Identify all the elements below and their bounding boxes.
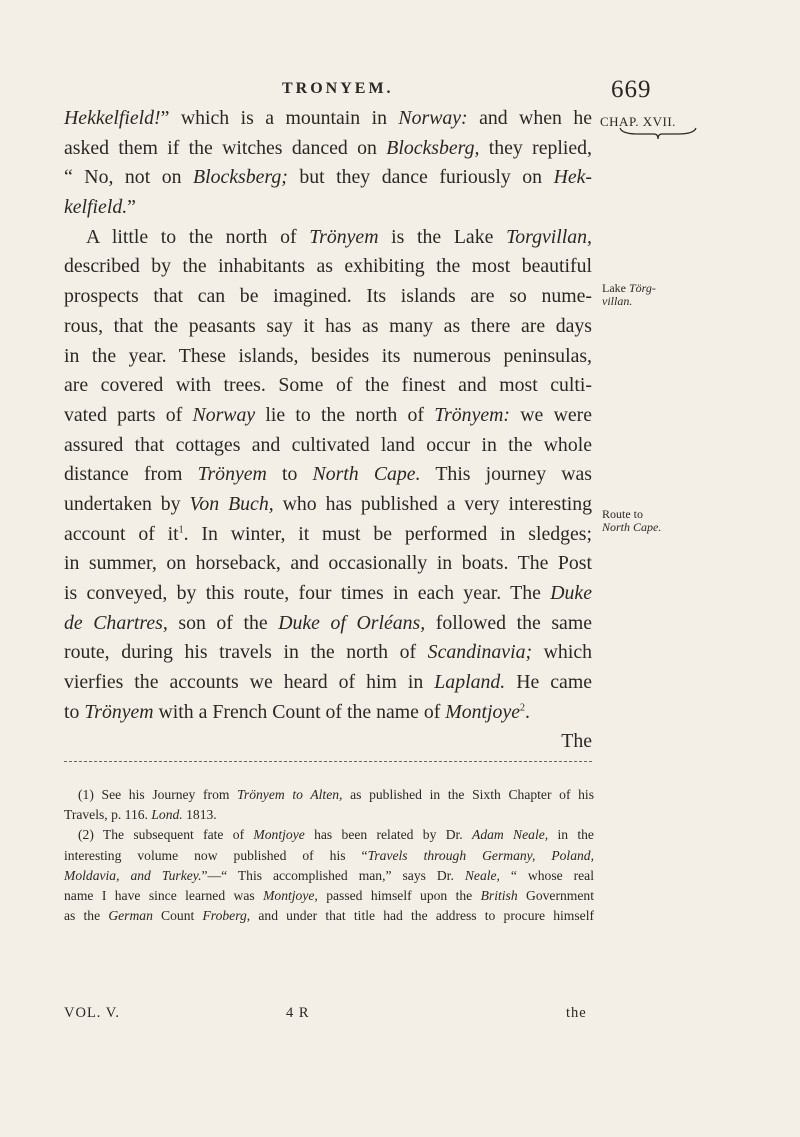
text-span: son of the [167, 611, 279, 634]
text-line: in the year. These islands, besides its numerous peninsulas, [64, 344, 592, 367]
text-span: Blocksberg, [386, 136, 480, 159]
text-span: to [64, 700, 85, 723]
text-span: ”—“ This accomplished man,” says Dr. [201, 867, 465, 883]
text-line [64, 460, 592, 490]
margin-note-lake-text-2: Törg- [628, 281, 656, 295]
text-span: Adam Neale, [472, 827, 549, 843]
footnotes [64, 785, 595, 926]
footnote-line [78, 785, 594, 805]
text-line: prospects that can be imagined. Its islands are so nume- [64, 285, 592, 308]
text-span: . In winter, it must be performed in sledges; [183, 522, 592, 545]
margin-note-route-text-1: Route to [602, 507, 643, 521]
text-span: (1) See his Journey from [78, 787, 238, 802]
text-span: undertaken by [64, 492, 190, 515]
margin-note-route-text-2: North Cape. [602, 520, 662, 534]
text-span: Trönyem: [434, 403, 511, 426]
text-span: is the Lake [378, 225, 507, 248]
text-span: German [108, 908, 153, 924]
text-span: “ No, not on [64, 166, 193, 189]
text-span: Montjoye, [263, 887, 318, 903]
text-span: British [480, 887, 518, 903]
text-span: Froberg, [202, 908, 251, 924]
text-span: name I have since learned was [64, 887, 264, 903]
text-span: and when he [467, 107, 592, 129]
text-span: and under that title had the address to procure himself [250, 908, 595, 924]
text-line [64, 134, 592, 164]
footnote-catchword: the [566, 1005, 587, 1021]
text-span: Trönyem [197, 463, 267, 486]
text-span: “ whose real [499, 867, 594, 883]
text-line [64, 163, 592, 193]
text-span: asked them if the witches danced on [64, 136, 387, 159]
text-span: with a French Count of the name of [153, 700, 446, 723]
text-span: which [532, 641, 592, 664]
text-span: Norway: [398, 107, 468, 129]
footnote-ref: 1 [178, 524, 184, 536]
text-span: Travels through Germany, Poland, [367, 847, 594, 863]
text-line [64, 609, 592, 639]
text-span: Montjoye [445, 700, 520, 723]
text-span: passed himself upon the [317, 887, 481, 903]
text-span: ” which is a mountain in [160, 107, 399, 129]
text-line: rous, that the peasants say it has as many as there are days [64, 314, 592, 337]
text-span: who has published a very interesting [273, 492, 592, 515]
text-line: in summer, on horseback, and occasionally in boats. The Post [64, 552, 592, 575]
text-line [64, 490, 592, 520]
text-span: Norway [192, 403, 256, 426]
text-line [64, 668, 592, 698]
footnote-line [78, 825, 594, 845]
footnote-ref: 2 [520, 702, 525, 714]
margin-note-lake-text-1: Lake [602, 281, 629, 295]
footnote-rule [64, 761, 592, 762]
page-number: 669 [611, 76, 652, 103]
text-line [64, 579, 592, 609]
text-span: Count [152, 908, 203, 924]
text-span: Von Buch, [189, 492, 274, 515]
text-span: North Cape. [312, 463, 421, 486]
text-span: is conveyed, by this route, four times in each year. The [64, 582, 551, 604]
text-span: kelfield. [64, 196, 128, 219]
text-line: are covered with trees. Some of the finest and most culti- [64, 374, 592, 397]
text-span: interesting volume now published of his “ [64, 847, 368, 863]
text-line [64, 520, 592, 550]
text-span: lie to the north of [255, 403, 435, 426]
chapter-marker: CHAP. XVII. [600, 114, 676, 129]
margin-note-lake [602, 282, 722, 308]
text-span: This journey was [420, 463, 593, 486]
text-line: described by the inhabitants as exhibiting the most beautiful [64, 255, 592, 278]
margin-note-route [602, 508, 722, 534]
text-span: Trönyem [309, 225, 379, 248]
brace-icon [618, 126, 698, 140]
text-span: Montjoye [253, 827, 305, 843]
text-span: distance from [64, 463, 198, 486]
text-span: Duke of Orléans, [278, 611, 426, 634]
text-span: vated parts of [64, 403, 193, 426]
text-span: Duke [550, 582, 592, 604]
margin-note-lake-text-3: villan. [602, 294, 633, 308]
text-span: to [266, 463, 313, 486]
text-span: Hekkelfield! [64, 107, 161, 129]
text-span: Blocksberg; [193, 166, 288, 189]
footnote-line [64, 886, 594, 906]
text-span: Trönyem to Alten, [237, 787, 343, 802]
text-span: . [525, 700, 530, 723]
footnote-line [64, 866, 594, 886]
text-span: they replied, [479, 136, 592, 159]
footnote-line [64, 906, 594, 926]
text-line [64, 104, 592, 134]
text-span: He came [505, 671, 592, 694]
text-span: we were [510, 403, 593, 426]
text-span: 1813. [182, 807, 217, 823]
text-span: (2) The subsequent fate of [78, 827, 254, 843]
text-span: as published in the Sixth Chapter of his [342, 787, 594, 802]
text-span: Scandinavia; [427, 641, 533, 664]
text-span: A little to the north of [86, 225, 310, 248]
text-span: vierfies the accounts we heard of him in [64, 671, 435, 694]
text-span: but they dance furiously on [287, 166, 554, 189]
signature-mark: 4 R [286, 1005, 310, 1021]
text-span: Moldavia, and Turkey. [64, 867, 202, 883]
text-span: route, during his travels in the north of [64, 641, 428, 664]
footnote-line [64, 846, 594, 866]
text-line [64, 638, 592, 668]
main-text [64, 104, 592, 757]
text-span: has been related by Dr. [304, 827, 473, 843]
text-line [64, 223, 592, 253]
text-span: Lond. [151, 807, 183, 823]
running-head [0, 76, 800, 106]
text-span: Government [517, 887, 594, 903]
text-span: Hek- [553, 166, 592, 189]
text-span: Travels, p. 116. [64, 807, 152, 823]
catchword-line: The [561, 730, 592, 753]
text-span: followed the same [425, 611, 592, 634]
text-span: de Chartres, [64, 611, 168, 634]
text-line: assured that cottages and cultivated land occur in the whole [64, 433, 592, 456]
text-span: account of it [64, 522, 179, 545]
text-line [64, 401, 592, 431]
volume-signature: VOL. V. [64, 1005, 121, 1021]
text-span: Torgvillan, [506, 225, 592, 248]
text-span: in the [548, 827, 594, 843]
footnote-line [64, 805, 594, 825]
text-line [64, 193, 592, 223]
text-line [64, 698, 592, 728]
text-span: Lapland. [434, 671, 506, 694]
running-head-title: TRONYEM. [282, 80, 394, 97]
text-span: Neale, [464, 867, 500, 883]
text-span: ” [127, 196, 136, 219]
text-span: as the [64, 908, 109, 924]
text-span: Trönyem [84, 700, 154, 723]
